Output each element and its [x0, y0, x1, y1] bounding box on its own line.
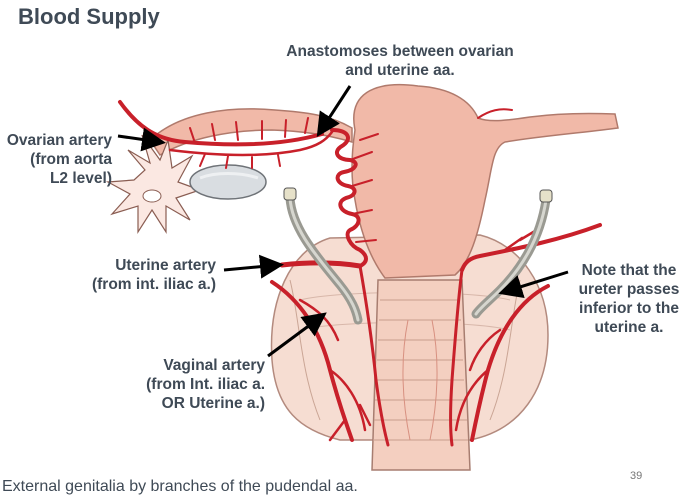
- footer-note: External genitalia by branches of the pudendal aa.: [2, 478, 358, 495]
- ovary: [190, 165, 266, 199]
- slide-title: Blood Supply: [18, 4, 160, 29]
- anastomoses-label: Anastomoses between ovarian and uterine aa.: [286, 43, 514, 79]
- vaginal-artery-label: Vaginal artery (from Int. iliac a. OR Uterine a.): [146, 357, 265, 412]
- ovarian-artery-label: Ovarian artery (from aorta L2 level): [6, 132, 112, 187]
- fimbriae: [108, 135, 200, 232]
- page-number: 39: [630, 470, 643, 482]
- uterine-artery-label: Uterine artery (from int. iliac a.): [91, 257, 216, 293]
- ureter-note-label: Note that the ureter passes inferior to the uterine a.: [578, 262, 680, 336]
- uterine-arrow: [224, 265, 278, 270]
